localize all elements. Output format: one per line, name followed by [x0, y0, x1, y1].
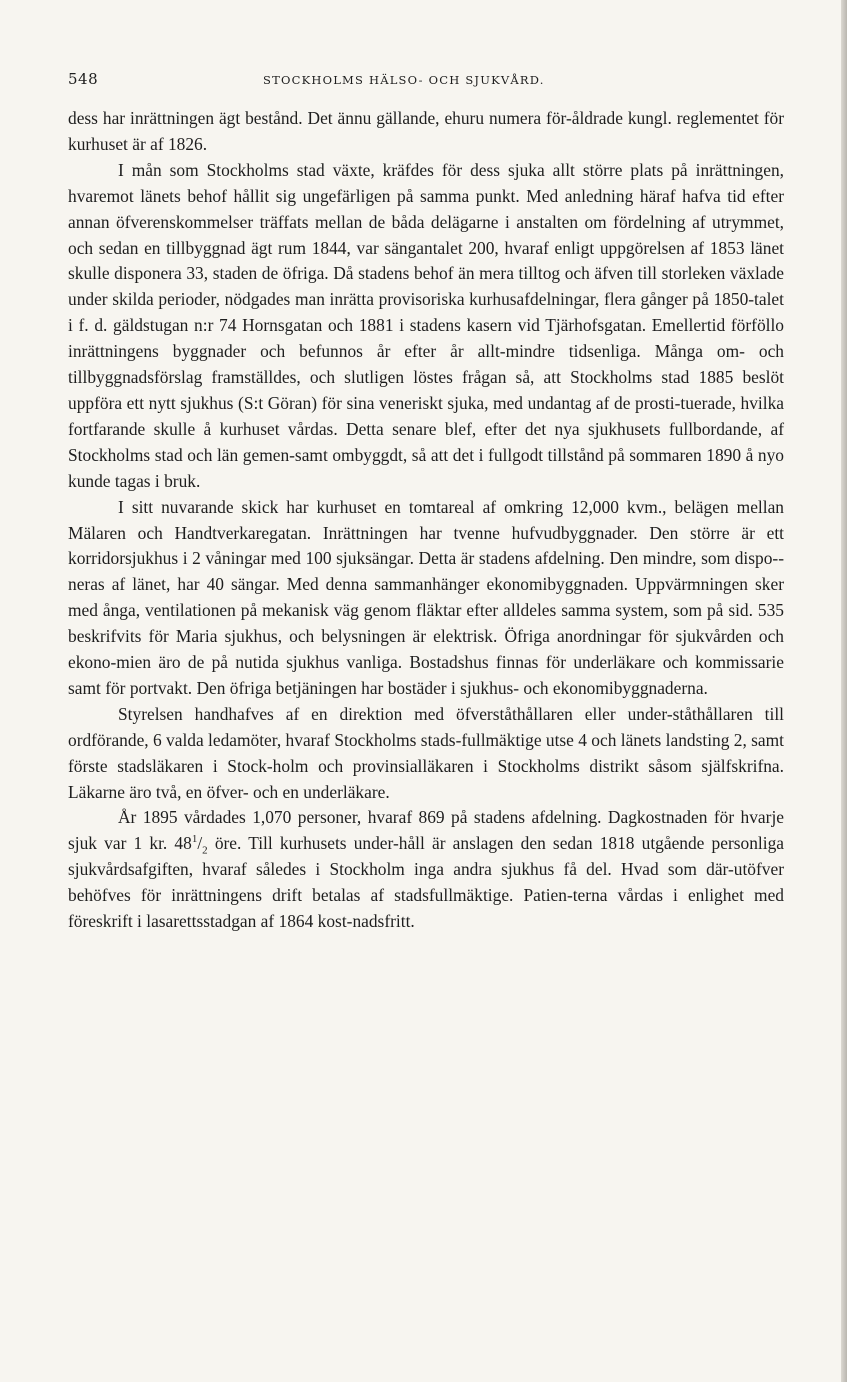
page-header [68, 60, 784, 86]
fraction-denominator: 2 [202, 844, 208, 857]
document-page [68, 60, 784, 935]
body-text [68, 106, 784, 935]
page-number: 548 [68, 70, 99, 88]
paragraph-4: Styrelsen handhafves af en direktion med öfverståthållaren eller under-ståthållaren till ordförande, 6 valda ledamöter, hvaraf Stockholms stads-fullmäktige utse 4 och länets landsting 2, samt förste stadsläkaren i Stock-holm och provinsialläkaren i Stockholms distrikt såsom själfskrifna. Läkarne äro två, en öfver- och en underläkare. [68, 703, 785, 802]
paragraph-1: dess har inrättningen ägt bestånd. Det ännu gällande, ehuru numera för-åldrade kungl. reglementet för kurhuset är af 1826. [68, 108, 784, 154]
paragraph-5: År 1895 vårdades 1,070 personer, hvaraf 869 på stadens afdelning. Dagkostnaden för hvarje sjuk var 1 kr. $48^1/_2$ öre. Till kurhusets under-håll är anslagen den sedan 1818 utgående personliga sjukvårdsafgiften, hvaraf således i Stockholm inga andra sjukhus få del. Hvad som där-utöfver behöfves för inrättningens drift betalas af stadsfullmäktige. Patien-terna vårdas i enlighet med föreskrift i lasarettsstadgan af 1864 kost-nadsfritt. [68, 807, 784, 932]
paragraph-2: I mån som Stockholms stad växte, kräfdes för dess sjuka allt större plats på inrättningen, hvaremot länets behof hållit sig ungefärligen på samma punkt. Med anledning häraf hafva tid efter annan öfverenskommelser träffats mellan de båda delägarne i anstalten om fördelning af utrymmet, och sedan en tillbyggnad ägt rum 1844, var sängantalet 200, hvaraf enligt uppgörelsen af 1853 länet skulle disponera 33, staden de öfriga. Då stadens behof än mera tilltog och äfven till storleken växlade under skilda perioder, nödgades man inrätta provisoriska kurhusafdelningar, flera gånger på 1850-talet i f. d. gäldstugan n:r 74 Hornsgatan och 1881 i stadens kasern vid Tjärhofsgatan. Emellertid förföllo inrättningens byggnader och befunnos år efter år allt-mindre tidsenliga. Många om- och tillbyggnadsförslag framställdes, och slutligen löstes frågan så, att Stockholms stad 1885 beslöt uppföra ett nytt sjukhus (S:t Göran) för sina veneriskt sjuka, med undantag af de prosti-tuerade, hvilka fortfarande skulle å kurhuset vårdas. Detta senare blef, efter det nya sjukhusets fullbordande, af Stockholms stad och län gemen-samt ombyggdt, så att det i fullgodt tillstånd på sommaren 1890 å nyo kunde tagas i bruk. [68, 159, 784, 491]
paragraph-5-start: År 1895 vårdades 1,070 personer, hvaraf 869 på stadens afdelning. Dagkostnaden för hvarje sjuk var 1 kr. 48 [68, 807, 784, 854]
page-edge-shadow [841, 0, 847, 1382]
paragraph-3: I sitt nuvarande skick har kurhuset en tomtareal af omkring 12,000 kvm., belägen mellan Mälaren och Handtverkaregatan. Inrättningen har tvenne hufvudbyggnader. Den större är ett korridorsjukhus i 2 våningar med 100 sjuksängar. Detta är stadens afdelning. Den mindre, som dispo-neras af länet, har 40 sängar. Med denna sammanhänger ekonomibyggnaden. Uppvärmningen sker med ånga, ventilationen på mekanisk väg genom fläktar efter alldeles samma system, som på sid. 535 beskrifvits för Maria sjukhus, och belysningen är elektrisk. Öfriga anordningar för sjukvården och ekono-mien äro de på nutida sjukhus vanliga. Bostadshus finnas för underläkare och kommissarie samt för portvakt. Den öfriga betjäningen har bostäder i sjukhus- och ekonomibyggnaderna. [68, 496, 784, 698]
fraction-numerator: 1 [191, 833, 198, 846]
running-title: STOCKHOLMS HÄLSO- OCH SJUKVÅRD. [263, 73, 545, 87]
paragraph-5-end: öre. Till kurhusets under-håll är anslagen den sedan 1818 utgående personliga sjukvårdsafgiften, hvaraf således i Stockholm inga andra sjukhus få del. Hvad som där-utöfver behöfves för inrättningens drift betalas af stadsfullmäktige. Patien-terna vårdas i enlighet med föreskrift i lasarettsstadgan af 1864 kost-nadsfritt. [68, 833, 784, 932]
